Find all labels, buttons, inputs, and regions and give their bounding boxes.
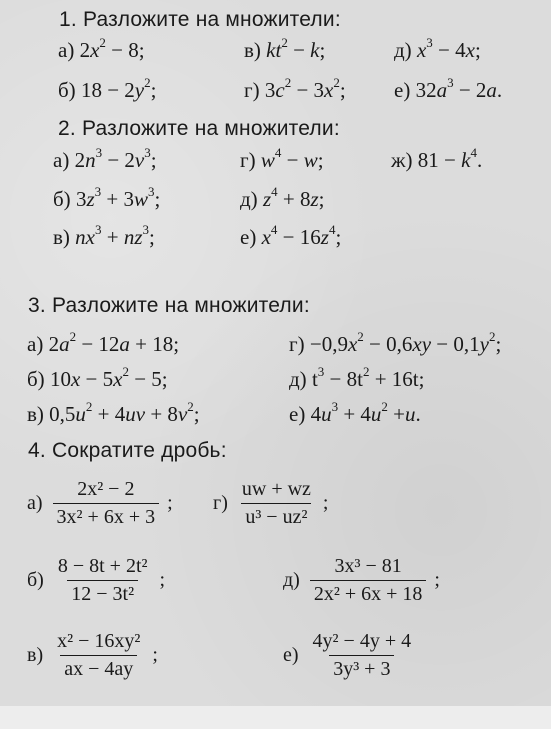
task-2-item-e	[240, 222, 342, 250]
item-label: д)	[283, 569, 300, 591]
task-1-item-a	[58, 35, 145, 63]
fraction	[310, 555, 427, 606]
task-4-item-v	[27, 630, 158, 681]
task-1-item-v	[244, 35, 326, 63]
separator: ;	[322, 492, 329, 514]
expression: $t^3 - 8t^2 + 16t$;	[311, 364, 425, 391]
expression: $18 - 2y^2$;	[80, 75, 157, 102]
item-label: а)	[27, 492, 43, 514]
fraction	[54, 555, 152, 606]
item-label: д)	[240, 187, 258, 211]
task-2-item-b	[53, 184, 161, 212]
item-label: б)	[27, 367, 45, 391]
task-2-item-zh	[391, 145, 483, 173]
item-label: в)	[244, 38, 261, 62]
expression: $32a^3 - 2a$.	[415, 75, 503, 102]
task-4-item-a	[27, 478, 173, 529]
item-label: е)	[289, 402, 306, 426]
item-label: в)	[53, 225, 70, 249]
numerator: 3x³ − 81	[334, 555, 402, 577]
expression: $0,5u^2 + 4uv + 8v^2$;	[49, 399, 200, 426]
task-1-item-b	[58, 75, 157, 103]
expression: $w^4 - w$;	[260, 145, 324, 172]
item-label: г)	[240, 148, 256, 172]
numerator: uw + wz	[241, 478, 311, 500]
task-2-item-g	[240, 145, 324, 173]
task-2-heading: 2. Разложите на множители:	[58, 117, 340, 140]
task-3-item-e	[289, 399, 421, 427]
task-2-item-a	[53, 145, 157, 173]
expression: $nx^3 + nz^3$;	[75, 222, 155, 249]
item-label: а)	[27, 332, 44, 356]
expression: $2n^3 - 2v^3$;	[74, 145, 157, 172]
item-label: г)	[244, 78, 260, 102]
task-3-item-a	[27, 329, 180, 357]
item-label: б)	[53, 187, 71, 211]
task-2-item-d	[240, 184, 325, 212]
expression: $2x^2 - 8$;	[79, 35, 145, 62]
task-4-item-d	[283, 555, 440, 606]
separator: ;	[167, 492, 173, 514]
numerator: 2x² − 2	[77, 478, 135, 500]
expression: $81 - k^4$.	[417, 145, 483, 172]
task-3-item-b	[27, 364, 168, 392]
item-label: а)	[58, 38, 75, 62]
expression: $3z^3 + 3w^3$;	[75, 184, 161, 211]
fraction	[53, 478, 160, 529]
separator: ;	[159, 569, 166, 591]
denominator: 3x² + 6x + 3	[53, 503, 160, 529]
page-bottom-margin	[0, 706, 551, 729]
task-3-item-d	[289, 364, 425, 392]
item-label: д)	[394, 38, 412, 62]
denominator: 12 − 3t²	[67, 580, 138, 606]
numerator: 8 − 8t + 2t²	[57, 555, 148, 577]
expression: $3c^2 - 3x^2$;	[264, 75, 346, 102]
task-4-item-b	[27, 555, 165, 606]
item-label: е)	[283, 644, 299, 666]
item-label: г)	[289, 332, 305, 356]
item-label: б)	[27, 569, 44, 591]
fraction	[238, 478, 315, 529]
item-label: в)	[27, 644, 44, 666]
denominator: 3y³ + 3	[329, 655, 394, 681]
task-2-item-v	[53, 222, 155, 250]
numerator: 4y² − 4y + 4	[312, 630, 412, 652]
expression: $kt^2 - k$;	[266, 35, 326, 62]
task-1-heading: 1. Разложите на множители:	[59, 8, 341, 31]
task-4-item-g	[213, 478, 328, 529]
task-4-item-e	[283, 630, 418, 681]
item-label: е)	[394, 78, 411, 102]
denominator: u³ − uz²	[241, 503, 311, 529]
separator: ;	[152, 644, 158, 666]
item-label: б)	[58, 78, 76, 102]
denominator: ax − 4ay	[60, 655, 137, 681]
task-1-item-d	[394, 35, 481, 63]
denominator: 2x² + 6x + 18	[310, 580, 427, 606]
task-3-item-g	[289, 329, 502, 357]
item-label: а)	[53, 148, 70, 172]
expression: $-0,9x^2 - 0,6xy - 0,1y^2$;	[309, 329, 502, 356]
task-1-item-e	[394, 75, 503, 103]
item-label: ж)	[391, 148, 413, 172]
expression: $x^3 - 4x$;	[416, 35, 481, 62]
task-3-heading: 3. Разложите на множители:	[28, 294, 310, 317]
item-label: е)	[240, 225, 257, 249]
item-label: д)	[289, 367, 307, 391]
expression: $10x - 5x^2 - 5$;	[49, 364, 168, 391]
separator: ;	[434, 569, 440, 591]
item-label: г)	[213, 492, 228, 514]
fraction	[309, 630, 416, 681]
expression: $4u^3 + 4u^2 +u$.	[310, 399, 421, 426]
expression: $2a^2 - 12a + 18$;	[48, 329, 180, 356]
task-3-item-v	[27, 399, 200, 427]
item-label: в)	[27, 402, 44, 426]
numerator: x² − 16xy²	[57, 630, 141, 652]
task-4-heading: 4. Сократите дробь:	[28, 439, 227, 462]
expression: $z^4 + 8z$;	[262, 184, 325, 211]
fraction	[53, 630, 144, 681]
expression: $x^4 - 16z^4$;	[261, 222, 342, 249]
task-1-item-g	[244, 75, 346, 103]
